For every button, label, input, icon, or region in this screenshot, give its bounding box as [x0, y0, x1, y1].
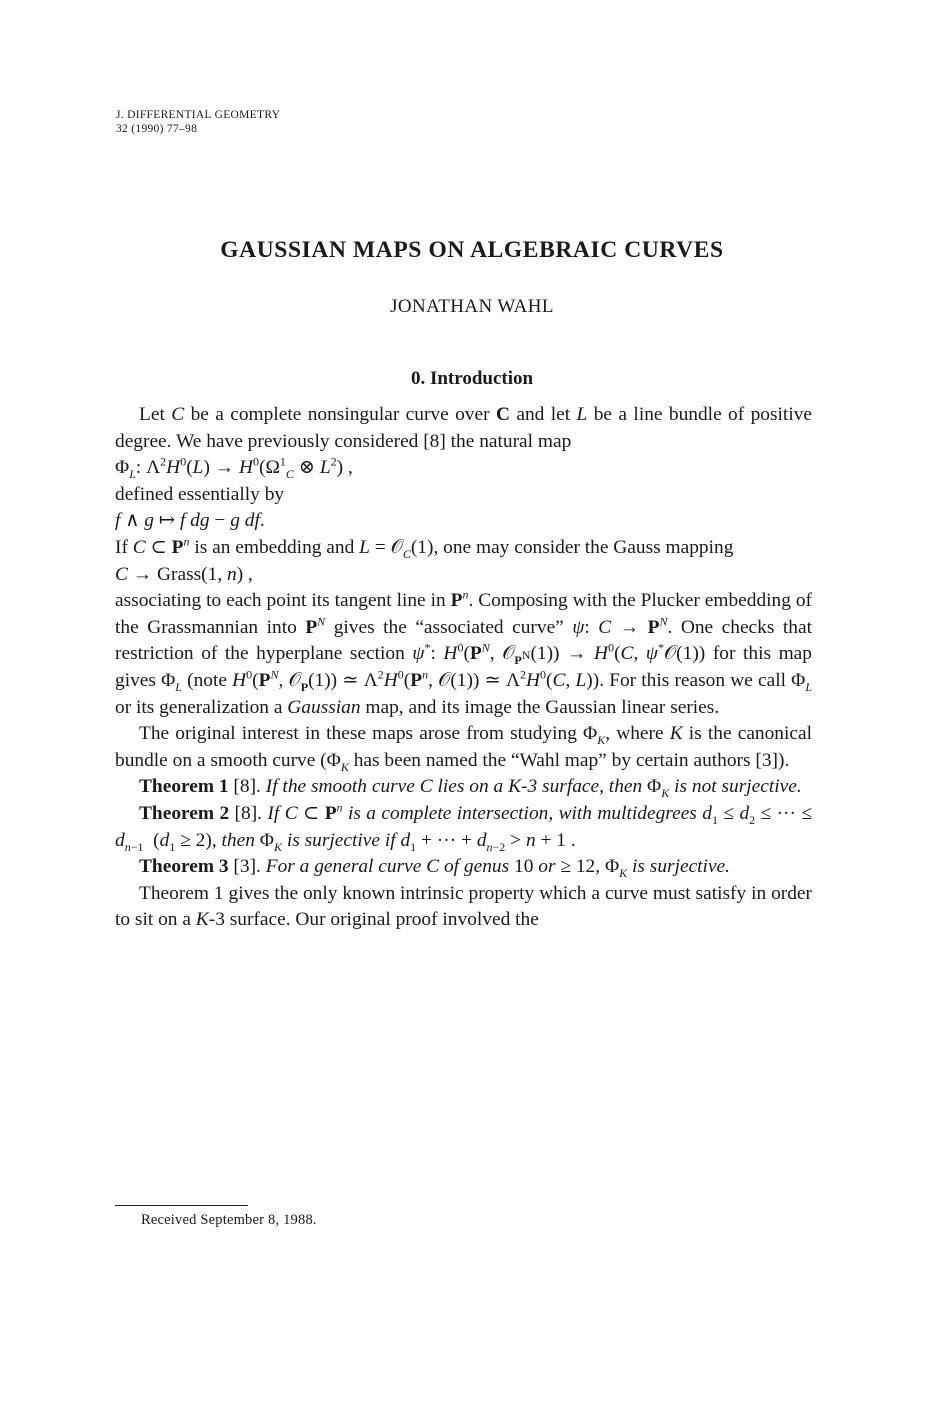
paragraph: The original interest in these maps arose from studying $\Phi_K$, where K is the canonical bundle on a smooth curve ($\Phi_K$ has been named the “Wahl map” by certain authors [3]).: [115, 723, 812, 774]
journal-volume: 32 (1990) 77–98: [116, 123, 198, 135]
paragraph: If C ⊂ $P^n$ is an embedding and L = 𝒪$_C$(1), one may consider the Gauss mapping: [115, 534, 734, 561]
footnote: Received September 8, 1988.: [141, 1212, 317, 1228]
equation: $\Phi_L$: $\Lambda^2H^0(L) \to H^0(\Omega^1_C$ ⊗ $L^2$) ,: [115, 454, 353, 482]
equation: f ∧ g ↦ f dg − g df.: [115, 510, 265, 532]
theorem-1: Theorem 1 [8]. If the smooth curve C lies on a K-3 surface, then $\Phi_K$ is not surjective.: [139, 776, 802, 801]
paragraph: Let C be a complete nonsingular curve over C and let L be a line bundle of positive degree. We have previously considered [8] the natural map: [115, 404, 813, 452]
paper-author: JONATHAN WAHL: [390, 296, 554, 317]
journal-header: [116, 108, 280, 136]
theorem-2: Theorem 2 [8]. If C ⊂ $P^n$ is a complete intersection, with multidegrees $d_1 \le d_2$ ≤ ··· ≤ $d_{n-1}$ $(d_1 \ge 2)$, then $\Phi_K$ is surjective if $d_1$ + ··· + $d_{n-2} > n + 1$ .: [115, 800, 813, 854]
footnote-rule: [115, 1205, 248, 1206]
theorem-3: Theorem 3 [3]. For a general curve C of genus 10 or ≥ 12, $\Phi_K$ is surjective.: [139, 856, 731, 880]
equation: C → Grass(1, n) ,: [115, 563, 253, 585]
section-heading: 0. Introduction: [410, 368, 534, 389]
journal-name: J. DIFFERENTIAL GEOMETRY: [116, 109, 281, 121]
paper-title: GAUSSIAN MAPS ON ALGEBRAIC CURVES: [220, 237, 724, 263]
body-text: [115, 402, 812, 934]
paragraph: associating to each point its tangent line in $P^n$. Composing with the Plucker embedding of the Grassmannian into $P^N$ gives the “associated curve” ψ: $C \to P^N$. One checks that restriction of the hyperplane section ψ*: $H^0(P^N$, 𝒪$_{P^N}$(1)) → $H^0(C$, ψ*𝒪(1)) for this map gives $\Phi_L$ (note $H^0(P^N$, 𝒪$_P$(1)) ≃ $\Lambda^2H^0(P^n$, 𝒪(1)) ≃ $\Lambda^2H^0(C$, L)). For this reason we call $\Phi_L$ or its generalization a Gaussian map, and its image the Gaussian linear series.: [115, 587, 813, 718]
paragraph: Theorem 1 gives the only known intrinsic property which a curve must satisfy in order to sit on a K-3 surface. Our original proof involved the: [115, 882, 812, 931]
paragraph: defined essentially by: [115, 483, 285, 505]
